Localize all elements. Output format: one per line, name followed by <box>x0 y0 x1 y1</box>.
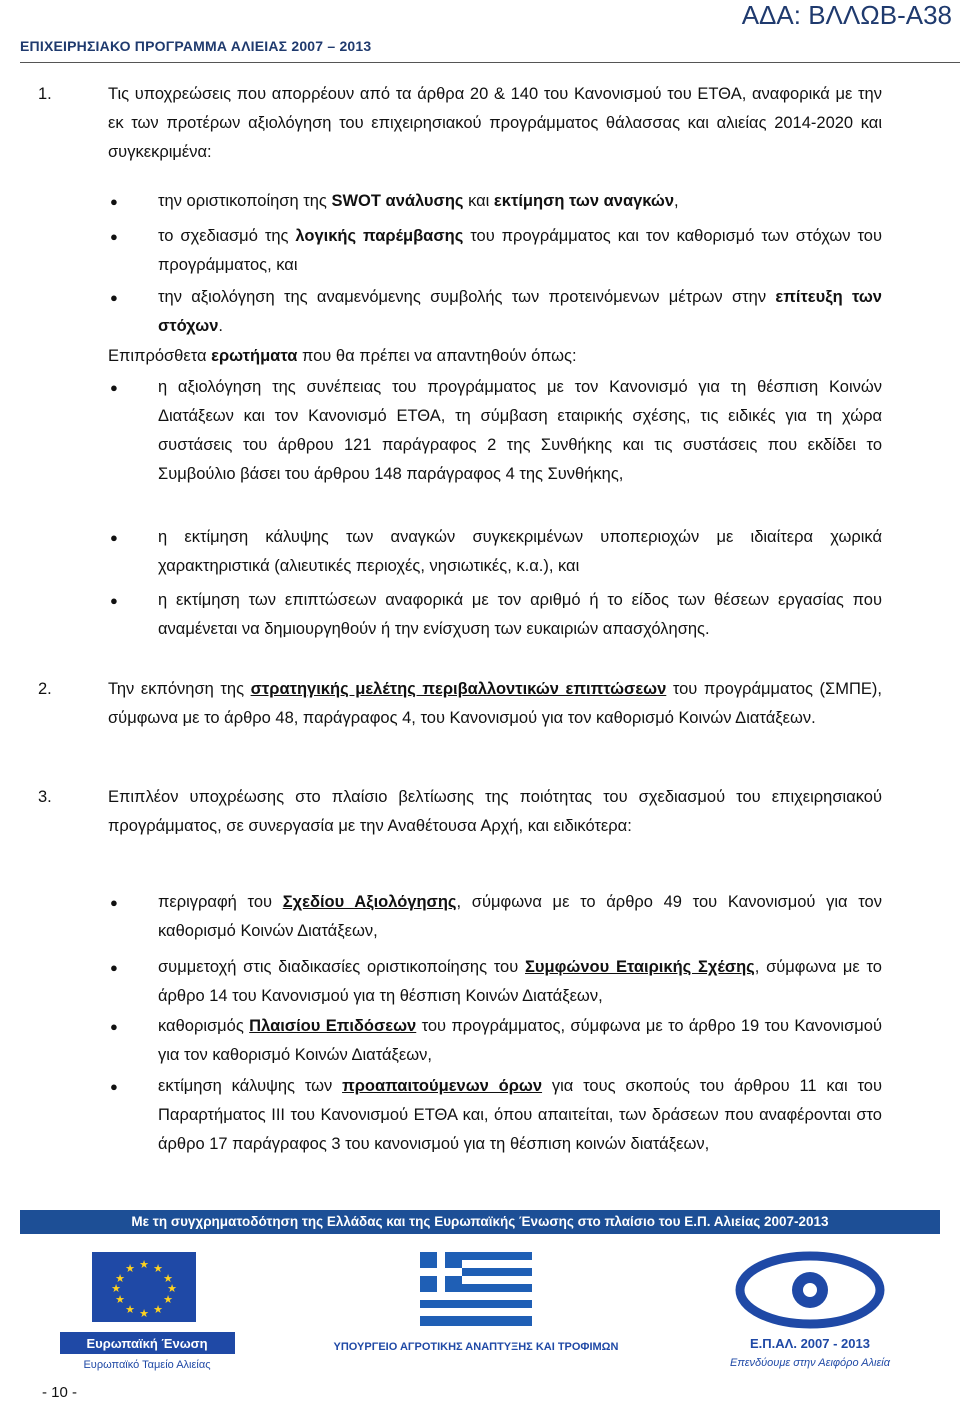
epal-name: Ε.Π.ΑΛ. 2007 - 2013 <box>750 1336 870 1351</box>
item-3-bullet-4: εκτίμηση κάλυψης των προαπαιτούμενων όρων για τους σκοπούς του άρθρου 11 και του Παραρτήματος ΙΙΙ του Κανονισμού ΕΤΘΑ και, όπου απαιτείται, των δράσεων που αναφέρονται στο άρθρο 17 παράγραφος 3 του κανονισμού για τη θέσπιση κοινών διατάξεων, <box>158 1077 882 1153</box>
item-1-bullet-2: το σχεδιασμό της λογικής παρέμβασης του προγράμματος και τον καθορισμό των στόχων του προγράμματος, και <box>158 227 882 274</box>
eu-name: Ευρωπαϊκή Ένωση <box>86 1336 208 1351</box>
svg-text:★: ★ <box>153 1303 163 1316</box>
item-3-intro: Επιπλέον υποχρέωσης στο πλαίσιο βελτίωσης της ποιότητας του σχεδιασμού του επιχειρησιακού προγράμματος, σε συνεργασία με την Αναθέτουσα Αρχή, και ειδικότερα: <box>108 788 882 835</box>
epal-slogan: Επενδύουμε στην Αειφόρο Αλιεία <box>729 1357 891 1369</box>
svg-text:★: ★ <box>125 1262 135 1275</box>
bullet-icon: ● <box>110 380 118 395</box>
svg-text:★: ★ <box>153 1262 163 1275</box>
eu-flag-icon <box>92 1252 196 1322</box>
program-header: ΕΠΙΧΕΙΡΗΣΙΑΚΟ ΠΡΟΓΡΑΜΜΑ ΑΛΙΕΙΑΣ 2007 – 2013 <box>20 38 372 54</box>
eu-fund: Ευρωπαϊκό Ταμείο Αλιείας <box>83 1359 211 1371</box>
item-1-bullet-1: την οριστικοποίηση της SWOT ανάλυσης και εκτίμηση των αναγκών, <box>158 192 679 210</box>
item-3-number: 3. <box>38 788 52 806</box>
question-3: η εκτίμηση των επιπτώσεων αναφορικά με τον αριθμό ή το είδος των θέσεων εργασίας που αναμένεται να δημιουργηθούν ή την ενίσχυση των ευκαιριών απασχόλησης. <box>158 591 882 638</box>
ada-code: ΑΔΑ: ΒΛΛΩΒ-Α38 <box>741 0 952 30</box>
question-1: η αξιολόγηση της συνέπειας του προγράμματος με τον Κανονισμό για τη θέσπιση Κοινών Διατάξεων και τον Κανονισμό ΕΤΘΑ, τη σύμβαση εταιρικής σχέσης, τις ειδικές για τη χώρα συστάσεις του άρθρου 121 παράγραφος 2 της Συνθήκης και τις συστάσεις που εκδίδει το Συμβούλιο βάσει του άρθρου 148 παράγραφος 4 της Συνθήκης, <box>158 378 882 483</box>
greek-flag-icon <box>420 1252 532 1326</box>
item-2-text: Την εκπόνηση της στρατηγικής μελέτης περιβαλλοντικών επιπτώσεων του προγράμματος (ΣΜΠΕ), σύμφωνα με το άρθρο 48, παράγραφος 4, του Κανονισμού για τον καθορισμό Κοινών Διατάξεων. <box>108 680 882 727</box>
bullet-icon: ● <box>110 229 118 244</box>
page-number: - 10 - <box>42 1384 78 1401</box>
bullet-icon: ● <box>110 895 118 910</box>
svg-text:★: ★ <box>139 1307 149 1320</box>
item-3-bullet-2: συμμετοχή στις διαδικασίες οριστικοποίησης του Συμφώνου Εταιρικής Σχέσης, σύμφωνα με το άρθρο 14 του Κανονισμού για τη θέσπιση Κοινών Διατάξεων, <box>158 958 882 1005</box>
bullet-icon: ● <box>110 593 118 608</box>
bullet-icon: ● <box>110 960 118 975</box>
bullet-icon: ● <box>110 1079 118 1094</box>
svg-text:★: ★ <box>111 1282 121 1295</box>
bullet-icon: ● <box>110 290 118 305</box>
svg-text:★: ★ <box>163 1272 173 1285</box>
ministry-name: ΥΠΟΥΡΓΕΙΟ ΑΓΡΟΤΙΚΗΣ ΑΝΑΠΤΥΞΗΣ ΚΑΙ ΤΡΟΦΙΜΩΝ <box>333 1341 619 1353</box>
item-2-number: 2. <box>38 680 52 698</box>
svg-text:★: ★ <box>163 1293 173 1306</box>
footer-logos <box>20 1250 940 1375</box>
header-rule <box>20 62 960 63</box>
item-1-number: 1. <box>38 85 52 103</box>
svg-text:★: ★ <box>115 1272 125 1285</box>
svg-text:★: ★ <box>139 1258 149 1271</box>
svg-text:★: ★ <box>115 1293 125 1306</box>
item-3-bullet-1: περιγραφή του Σχεδίου Αξιολόγησης, σύμφωνα με το άρθρο 49 του Κανονισμού για τον καθορισμό Κοινών Διατάξεων, <box>158 893 882 940</box>
item-3-bullet-3: καθορισμός Πλαισίου Επιδόσεων του προγράμματος, σύμφωνα με το άρθρο 19 του Κανονισμού για τον καθορισμό Κοινών Διατάξεων, <box>158 1017 882 1064</box>
additional-questions: Επιπρόσθετα ερωτήματα που θα πρέπει να απαντηθούν όπως: <box>108 347 577 365</box>
item-1-bullet-3: την αξιολόγηση της αναμενόμενης συμβολής των προτεινόμενων μέτρων στην επίτευξη των στόχων. <box>158 288 882 335</box>
epal-eye-icon <box>740 1256 880 1324</box>
bullet-icon: ● <box>110 194 118 209</box>
cofunding-banner: Με τη συγχρηματοδότηση της Ελλάδας και της Ευρωπαϊκής Ένωσης στο πλαίσιο του Ε.Π. Αλιείας 2007-2013 <box>20 1210 940 1234</box>
svg-text:★: ★ <box>167 1282 177 1295</box>
item-1-intro: Τις υποχρεώσεις που απορρέουν από τα άρθρα 20 & 140 του Κανονισμού του ΕΤΘΑ, αναφορικά με την εκ των προτέρων αξιολόγηση του επιχειρησιακού προγράμματος θάλασσας και αλιείας 2014-2020 και συγκεκριμένα: <box>108 85 882 161</box>
question-2: η εκτίμηση κάλυψης των αναγκών συγκεκριμένων υποπεριοχών με ιδιαίτερα χωρικά χαρακτηριστικά (αλιευτικές περιοχές, νησιωτικές, κ.α.), και <box>158 528 882 575</box>
bullet-icon: ● <box>110 530 118 545</box>
bullet-icon: ● <box>110 1019 118 1034</box>
svg-text:★: ★ <box>125 1303 135 1316</box>
